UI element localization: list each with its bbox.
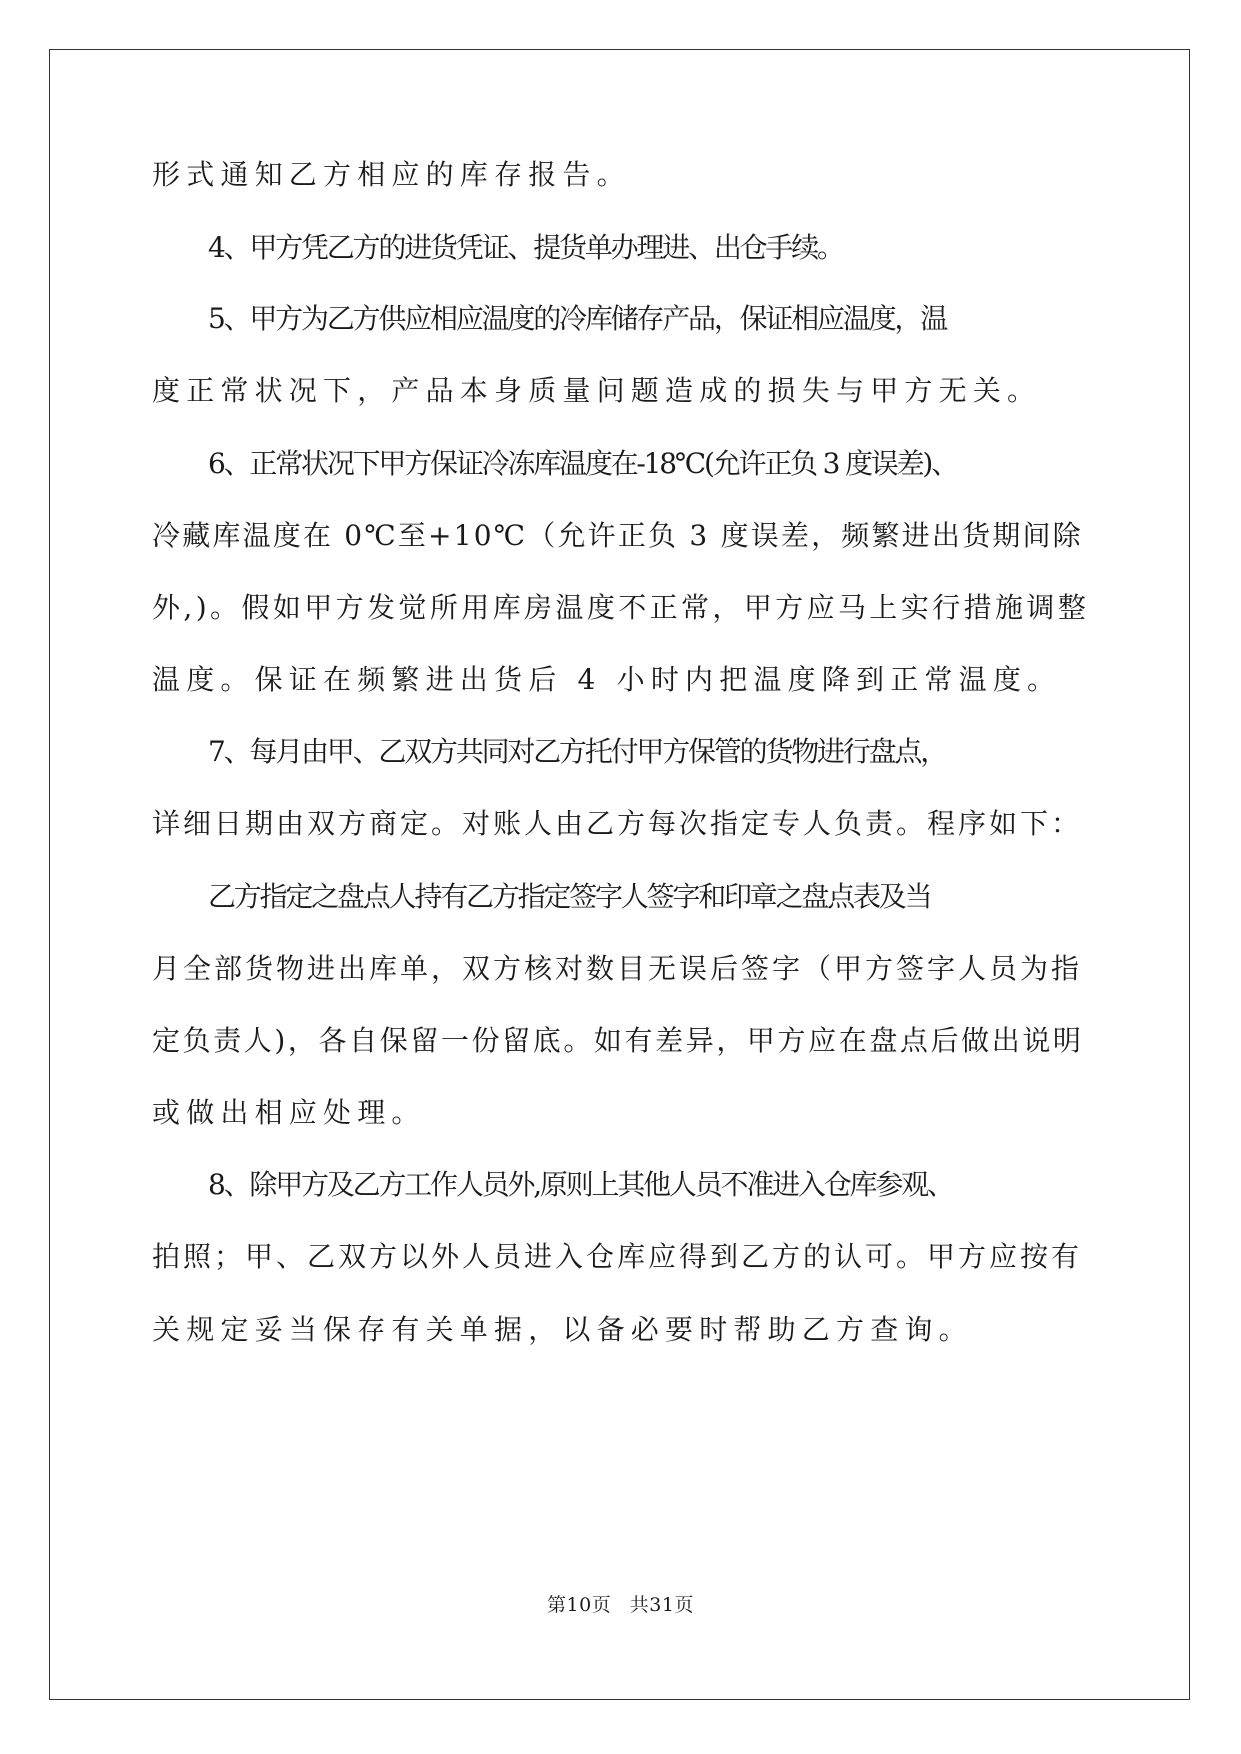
text-line: 4、甲方凭乙方的进货凭证、提货单办理进、出仓手续。 bbox=[208, 231, 843, 264]
text-line: 乙方指定之盘点人持有乙方指定签字人签字和印章之盘点表及当 bbox=[208, 880, 931, 913]
text-line: 8、除甲方及乙方工作人员外,原则上其他人员不准进入仓库参观、 bbox=[208, 1168, 953, 1201]
text-line: 或做出相应处理。 bbox=[152, 1096, 426, 1129]
text-line: 温度。保证在频繁进出货后 4 小时内把温度降到正常温度。 bbox=[152, 663, 1062, 696]
text-line: 定负责人)，各自保留一份留底。如有差异，甲方应在盘点后做出说明 bbox=[152, 1024, 1084, 1057]
text-line: 度正常状况下，产品本身质量问题造成的损失与甲方无关。 bbox=[152, 374, 1042, 407]
text-line: 6、正常状况下甲方保证冷冻库温度在-18℃(允许正负 3 度误差)、 bbox=[208, 447, 957, 480]
text-line: 形式通知乙方相应的库存报告。 bbox=[152, 158, 631, 191]
page-number-current: 第10页 bbox=[547, 1594, 612, 1616]
text-line: 5、甲方为乙方供应相应温度的冷库储存产品，保证相应温度，温 bbox=[208, 302, 947, 335]
text-line: 冷藏库温度在 0℃至+10℃（允许正负 3 度误差，频繁进出货期间除 bbox=[152, 519, 1083, 552]
page-frame bbox=[49, 49, 1190, 1700]
text-line: 拍照；甲、乙双方以外人员进入仓库应得到乙方的认可。甲方应按有 bbox=[152, 1240, 1083, 1273]
text-line: 关规定妥当保存有关单据，以备必要时帮助乙方查询。 bbox=[152, 1313, 973, 1346]
text-line: 月全部货物进出库单，双方核对数目无误后签字（甲方签字人员为指 bbox=[152, 952, 1083, 985]
text-line: 详细日期由双方商定。对账人由乙方每次指定专人负责。程序如下： bbox=[152, 807, 1083, 840]
text-line: 7、每月由甲、乙双方共同对乙方托付甲方保管的货物进行盘点， bbox=[208, 735, 947, 768]
text-line: 外,)。假如甲方发觉所用库房温度不正常，甲方应马上实行措施调整 bbox=[152, 591, 1090, 624]
page-footer bbox=[0, 1590, 1241, 1617]
page-number-total: 共31页 bbox=[629, 1594, 694, 1616]
